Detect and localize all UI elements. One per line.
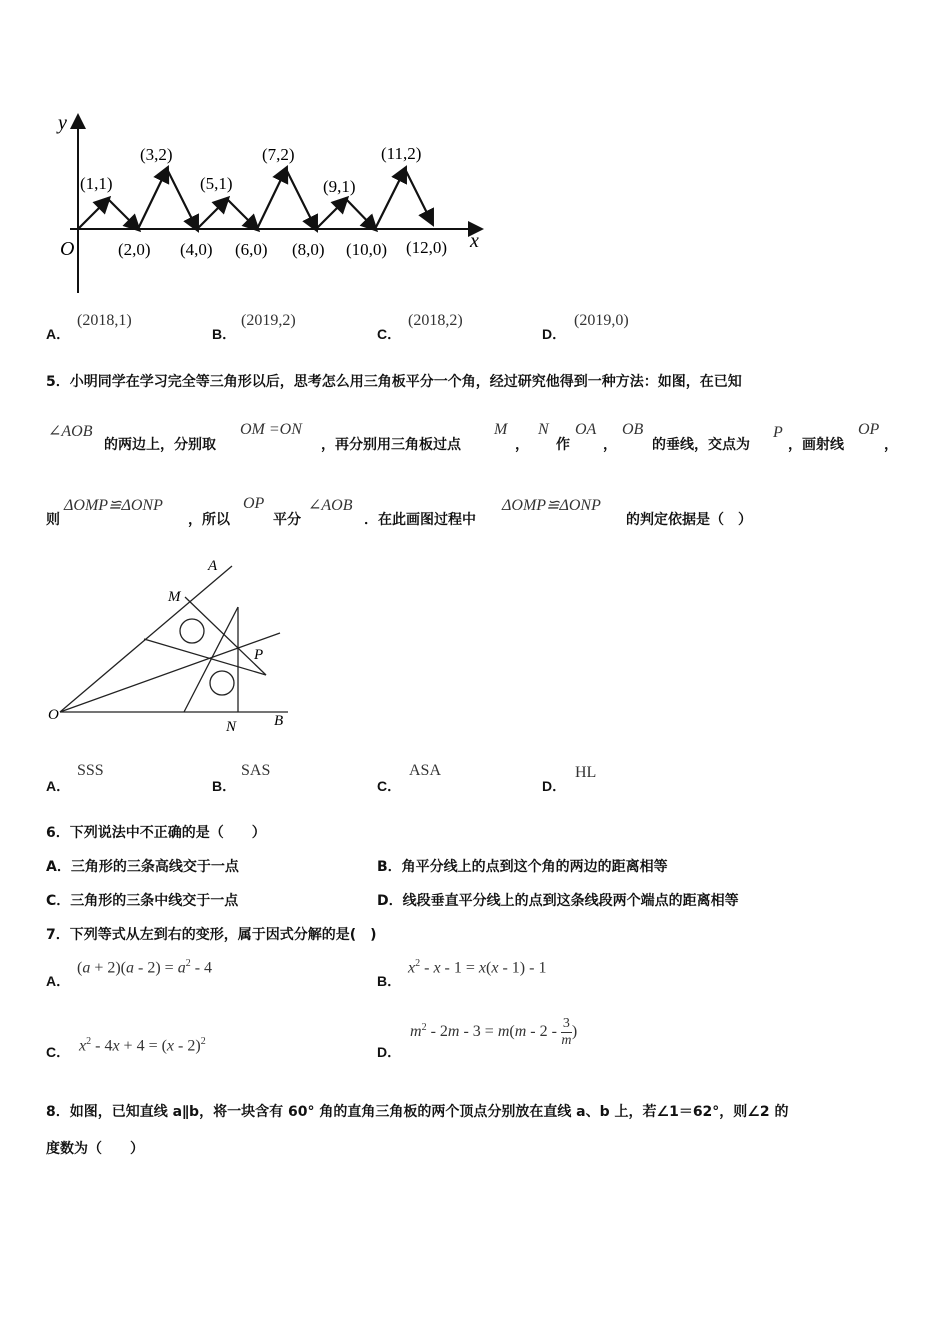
zigzag-graph — [40, 105, 500, 305]
q7-fraction-num: 3 — [562, 1016, 570, 1031]
q7-stem: 7．下列等式从左到右的变形，属于因式分解的是( ) — [46, 927, 377, 943]
q4-option-d-label: D． — [542, 326, 567, 342]
q4-option-c-label: C． — [377, 326, 402, 342]
q6-option-d[interactable]: D．线段垂直平分线上的点到这条线段两个端点的距离相等 — [377, 893, 739, 909]
q5-om-eq-on: OM =ON — [240, 421, 302, 438]
q5-option-b-value: SAS — [241, 762, 271, 779]
q5-option-d-value: HL — [575, 764, 597, 781]
q5-point-n: N — [538, 421, 549, 438]
zero-label-1: (2,0) — [118, 240, 151, 259]
q6-option-a[interactable]: A．三角形的三条高线交于一点 — [46, 859, 239, 875]
q7-option-a-label: A． — [46, 973, 71, 989]
fig-label-a: A — [208, 558, 218, 574]
q5-angle-aob-2: ∠AOB — [308, 497, 353, 514]
q5-congruent: ΔOMP≌ΔONP — [64, 497, 163, 514]
peak-label-2: (3,2) — [140, 145, 173, 164]
q5-stem-line1: 5．小明同学在学习完全等三角形以后，思考怎么用三角板平分一个角，经过研究他得到一种方法：如图，在已知 — [46, 374, 742, 390]
q5-point-m: M — [494, 421, 508, 438]
q7-fraction-den: m — [561, 1033, 572, 1048]
q4-option-d-value: (2019,0) — [574, 312, 629, 329]
q5-text-ray: ，画射线 — [788, 437, 844, 453]
q5-option-c-label: C． — [377, 778, 402, 794]
fig-label-p: P — [254, 647, 264, 663]
q5-text-perp: 的垂线，交点为 — [652, 437, 750, 453]
zero-label-4: (8,0) — [292, 240, 325, 259]
q6-option-c[interactable]: C．三角形的三条中线交于一点 — [46, 893, 239, 909]
q5-option-a-label: A． — [46, 778, 71, 794]
q5-line-oa: OA — [575, 421, 597, 438]
q7-option-d-label: D． — [377, 1044, 402, 1060]
q5-text-process: ．在此画图过程中 — [364, 512, 476, 528]
q7-option-b-label: B． — [377, 973, 402, 989]
peak-label-1: (1,1) — [80, 174, 113, 193]
q5-text-two-sides: 的两边上，分别取 — [104, 437, 216, 453]
q7-option-a-formula: $(a + 2)(a - 2) = a^2 - 4$ — [77, 958, 213, 977]
q6-stem: 6．下列说法中不正确的是（ ） — [46, 825, 266, 841]
peak-label-6: (11,2) — [381, 144, 422, 163]
q5-angle-aob: ∠AOB — [48, 423, 93, 440]
q4-option-b-label: B． — [212, 326, 237, 342]
zero-label-6: (12,0) — [406, 238, 448, 257]
q5-text-zuo: 作 — [556, 437, 570, 453]
angle-bisector-figure — [40, 555, 300, 740]
peak-label-4: (7,2) — [262, 145, 295, 164]
q5-text-suoyi: ，所以 — [188, 512, 230, 528]
x-axis-label: x — [470, 230, 479, 252]
q5-line-ob: OB — [622, 421, 644, 438]
zero-label-3: (6,0) — [235, 240, 268, 259]
fig-label-o: O — [48, 707, 59, 723]
peak-label-3: (5,1) — [200, 174, 233, 193]
q5-text-ze: 则 — [46, 512, 60, 528]
q5-comma-2: ， — [603, 437, 617, 453]
q5-text-basis: 的判定依据是（ ） — [626, 512, 752, 528]
q6-option-b[interactable]: B．角平分线上的点到这个角的两边的距离相等 — [377, 859, 668, 875]
q4-option-a-value: (2018,1) — [77, 312, 132, 329]
zero-label-2: (4,0) — [180, 240, 213, 259]
origin-label: O — [60, 238, 75, 260]
q7-option-d-formula: $m^2 - 2m - 3 = m(m - 2$ - $\frac{3}{m}$ ) — [410, 1016, 578, 1048]
q5-point-p: P — [773, 424, 783, 441]
peak-label-5: (9,1) — [323, 177, 356, 196]
q5-congruent-2: ΔOMP≌ΔONP — [502, 497, 601, 514]
q7-option-c-formula: $x^2 - 4x + 4 = (x - 2)^2$ — [79, 1036, 206, 1055]
fig-label-n: N — [226, 719, 237, 735]
y-axis-label: y — [58, 112, 67, 134]
q4-option-a-label: A． — [46, 326, 71, 342]
q5-option-c-value: ASA — [409, 762, 442, 779]
q8-stem-line1: 8．如图，已知直线 a∥b，将一块含有 60° 角的直角三角板的两个顶点分别放在直线 a、b 上，若∠1＝62°，则∠2 的 — [46, 1104, 789, 1120]
q5-text-then: ，再分别用三角板过点 — [321, 437, 461, 453]
q7-fraction — [561, 1016, 572, 1049]
fig-label-b: B — [274, 713, 284, 729]
q5-comma-1: ， — [515, 437, 529, 453]
q5-comma-3: ， — [884, 437, 898, 453]
q5-op-2: OP — [243, 495, 265, 512]
q8-stem-line2: 度数为（ ） — [46, 1141, 144, 1157]
q4-option-c-value: (2018,2) — [408, 312, 463, 329]
fig-label-m: M — [168, 589, 181, 605]
q5-option-b-label: B． — [212, 778, 237, 794]
q5-ray-op: OP — [858, 421, 880, 438]
q4-option-b-value: (2019,2) — [241, 312, 296, 329]
q5-option-a-value: SSS — [77, 762, 104, 779]
q7-option-c-label: C． — [46, 1044, 71, 1060]
q5-option-d-label: D． — [542, 778, 567, 794]
q7-option-b-formula: $x^2 - x - 1 = x(x - 1) - 1$ — [408, 958, 547, 977]
zero-label-5: (10,0) — [346, 240, 388, 259]
q5-text-pingfen: 平分 — [273, 512, 301, 528]
